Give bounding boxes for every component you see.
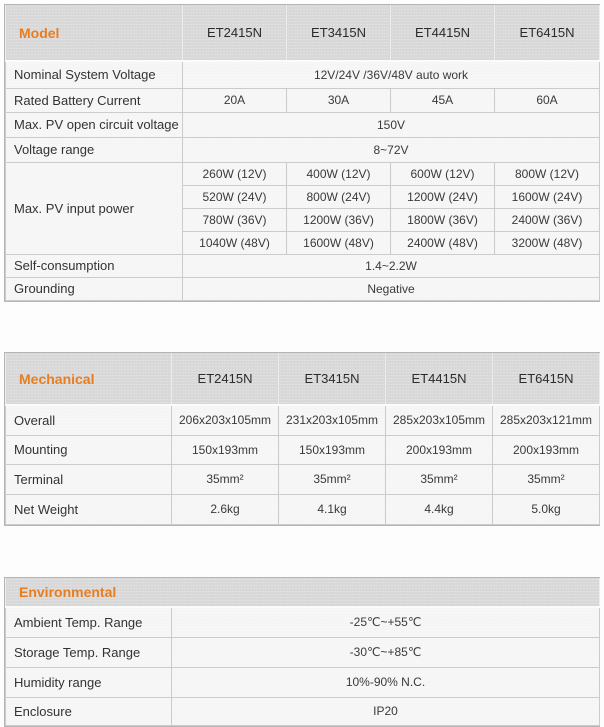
cell-value: 285x203x121mm: [493, 405, 600, 435]
cell-value: 150x193mm: [172, 435, 279, 464]
table-row: [6, 88, 600, 112]
cell-value: 800W (24V): [287, 185, 391, 208]
cell-value: 1600W (24V): [495, 185, 600, 208]
cell-value: 1040W (48V): [183, 231, 287, 254]
cell-value: 260W (12V): [183, 162, 287, 185]
model-table-header-row: [6, 5, 600, 61]
cell-value: 1200W (24V): [391, 185, 495, 208]
cell-value: 520W (24V): [183, 185, 287, 208]
cell-value: 3200W (48V): [495, 231, 600, 254]
cell-value: 35mm²: [172, 464, 279, 494]
mechanical-table-header-row: [6, 353, 600, 405]
mechanical-spec-table: [4, 352, 600, 526]
table-row: [6, 637, 600, 667]
row-label: Storage Temp. Range: [6, 637, 172, 667]
cell-value: Negative: [183, 277, 600, 300]
cell-value: 150V: [183, 112, 600, 137]
table-row: [6, 277, 600, 300]
cell-value: 1600W (48V): [287, 231, 391, 254]
table-row: [6, 464, 600, 494]
row-label: Voltage range: [6, 137, 183, 162]
row-label: Self-consumption: [6, 254, 183, 277]
cell-value: 206x203x105mm: [172, 405, 279, 435]
column-header-et3415n: ET3415N: [287, 5, 391, 61]
column-header-et2415n: ET2415N: [183, 5, 287, 61]
cell-value: 2.6kg: [172, 494, 279, 524]
cell-value: 45A: [391, 88, 495, 112]
cell-value: 35mm²: [386, 464, 493, 494]
cell-value: 10%-90% N.C.: [172, 667, 600, 697]
row-label: Grounding: [6, 277, 183, 300]
row-label: Max. PV input power: [6, 162, 183, 254]
cell-value: 200x193mm: [386, 435, 493, 464]
model-table-title: Model: [6, 5, 183, 61]
cell-value: 4.4kg: [386, 494, 493, 524]
cell-value: -25℃~+55℃: [172, 607, 600, 637]
cell-value: 150x193mm: [279, 435, 386, 464]
table-row: [6, 494, 600, 524]
row-label: Ambient Temp. Range: [6, 607, 172, 637]
cell-value: 2400W (48V): [391, 231, 495, 254]
column-header-et6415n: ET6415N: [495, 5, 600, 61]
cell-value: -30℃~+85℃: [172, 637, 600, 667]
table-row: [6, 607, 600, 637]
cell-value: 12V/24V /36V/48V auto work: [183, 61, 600, 88]
column-header-et4415n: ET4415N: [391, 5, 495, 61]
cell-value: 1800W (36V): [391, 208, 495, 231]
mechanical-table-title: Mechanical: [6, 353, 172, 405]
table-row: [6, 435, 600, 464]
row-label: Humidity range: [6, 667, 172, 697]
column-header-et2415n: ET2415N: [172, 353, 279, 405]
row-label: Terminal: [6, 464, 172, 494]
column-header-et3415n: ET3415N: [279, 353, 386, 405]
table-row: [6, 667, 600, 697]
cell-value: 400W (12V): [287, 162, 391, 185]
table-row: [6, 137, 600, 162]
row-label: Overall: [6, 405, 172, 435]
cell-value: 231x203x105mm: [279, 405, 386, 435]
cell-value: 2400W (36V): [495, 208, 600, 231]
row-label: Rated Battery Current: [6, 88, 183, 112]
cell-value: IP20: [172, 697, 600, 725]
cell-value: 8~72V: [183, 137, 600, 162]
row-label: Nominal System Voltage: [6, 61, 183, 88]
cell-value: 800W (12V): [495, 162, 600, 185]
table-row: [6, 697, 600, 725]
environmental-table-header-row: [6, 578, 600, 607]
cell-value: 60A: [495, 88, 600, 112]
environmental-table-title: Environmental: [6, 578, 600, 607]
cell-value: 30A: [287, 88, 391, 112]
table-row: [6, 61, 600, 88]
column-header-et4415n: ET4415N: [386, 353, 493, 405]
model-spec-table: [4, 4, 600, 302]
table-row: [6, 162, 600, 185]
environmental-spec-table: [4, 577, 600, 727]
cell-value: 200x193mm: [493, 435, 600, 464]
table-row: [6, 254, 600, 277]
cell-value: 600W (12V): [391, 162, 495, 185]
cell-value: 5.0kg: [493, 494, 600, 524]
row-label: Enclosure: [6, 697, 172, 725]
column-header-et6415n: ET6415N: [493, 353, 600, 405]
row-label: Mounting: [6, 435, 172, 464]
cell-value: 1200W (36V): [287, 208, 391, 231]
cell-value: 285x203x105mm: [386, 405, 493, 435]
cell-value: 1.4~2.2W: [183, 254, 600, 277]
cell-value: 780W (36V): [183, 208, 287, 231]
row-label: Net Weight: [6, 494, 172, 524]
cell-value: 20A: [183, 88, 287, 112]
cell-value: 35mm²: [493, 464, 600, 494]
table-row: [6, 405, 600, 435]
cell-value: 35mm²: [279, 464, 386, 494]
row-label: Max. PV open circuit voltage: [6, 112, 183, 137]
table-row: [6, 112, 600, 137]
cell-value: 4.1kg: [279, 494, 386, 524]
